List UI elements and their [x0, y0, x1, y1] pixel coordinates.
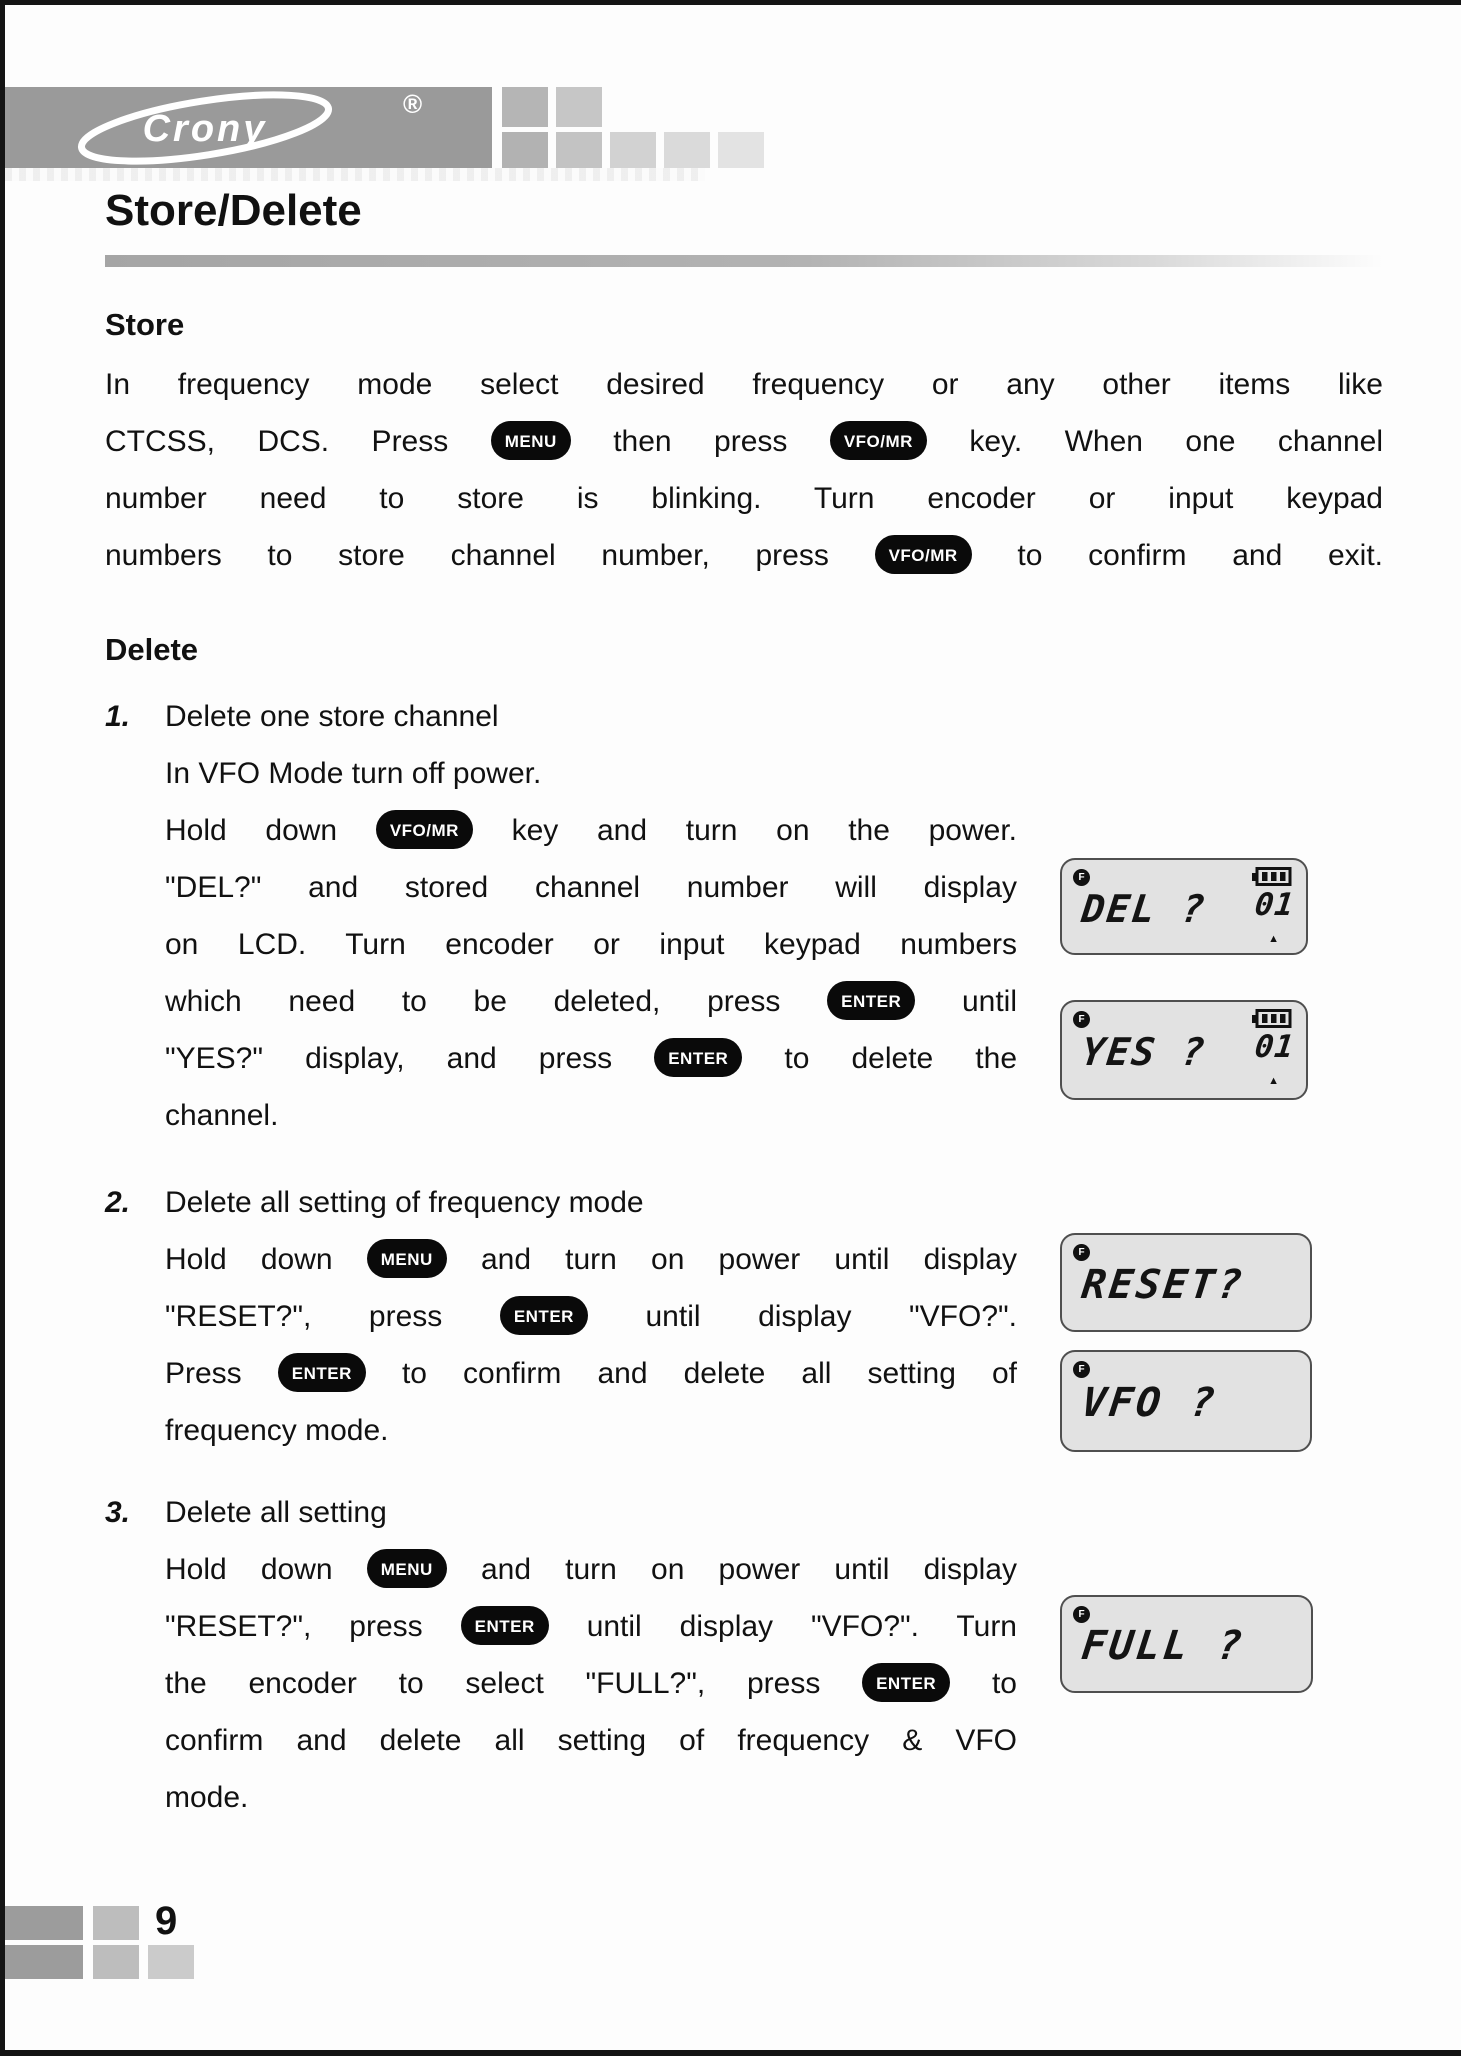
key-pill-menu: MENU [367, 1549, 447, 1588]
text-run: until display "VFO?". [587, 1300, 1017, 1333]
delete-item-1-text [165, 688, 1017, 1144]
text-line [165, 859, 1017, 916]
decor-square [556, 132, 602, 168]
lcd-display-reset [1060, 1233, 1312, 1332]
function-icon: F [1073, 1011, 1090, 1028]
lcd-display-full [1060, 1595, 1313, 1693]
function-icon: F [1073, 1361, 1090, 1378]
lcd-text: DEL ? [1079, 886, 1210, 931]
footer-decor-block [93, 1906, 139, 1940]
text-line [165, 973, 1017, 1030]
text-run: until display "VFO?". Turn [548, 1610, 1017, 1643]
delete-item-2 [105, 1174, 1017, 1459]
text-line [165, 1769, 1017, 1826]
delete-item-3 [105, 1484, 1017, 1826]
text-run: to confirm and exit. [971, 539, 1383, 572]
text-run: numbers to store channel number, press [105, 539, 875, 572]
footer-decor-block [93, 1945, 139, 1979]
text-line [105, 356, 1383, 413]
text-line [165, 1174, 1017, 1231]
key-pill-enter: ENTER [500, 1296, 588, 1335]
text-run: confirm and delete all setting of frequency & VFO [165, 1724, 1017, 1757]
decor-square [718, 132, 764, 168]
text-run: "DEL?" and stored channel number will display [165, 871, 1017, 904]
crony-logo [15, 91, 395, 165]
text-run: "RESET?", press [165, 1300, 500, 1333]
text-line [105, 470, 1383, 527]
text-run: Delete all setting of frequency mode [165, 1186, 644, 1219]
text-run: Delete one store channel [165, 700, 499, 733]
text-line [165, 1030, 1017, 1087]
list-number: 1. [105, 700, 131, 733]
text-run: mode. [165, 1781, 249, 1814]
key-pill-vfo-mr: VFO/MR [830, 421, 927, 460]
header-brand-bar [5, 87, 492, 168]
text-run: which need to be deleted, press [165, 985, 828, 1018]
key-pill-enter: ENTER [654, 1038, 742, 1077]
text-run: In frequency mode select desired frequency or any other items like [105, 368, 1383, 401]
key-pill-vfo-mr: VFO/MR [875, 535, 972, 574]
text-line [165, 1541, 1017, 1598]
text-line [165, 1712, 1017, 1769]
cursor-triangle-icon: ▲ [1268, 1075, 1279, 1087]
key-pill-enter: ENTER [461, 1606, 549, 1645]
text-run: to confirm and delete all setting of [365, 1357, 1017, 1390]
text-line [165, 1484, 1017, 1541]
decor-square [610, 132, 656, 168]
lcd-display-yes [1060, 1000, 1308, 1100]
text-run: Hold down [165, 1553, 367, 1586]
text-run: In VFO Mode turn off power. [165, 757, 542, 790]
decor-square [502, 87, 548, 127]
section-heading-store: Store [105, 307, 185, 342]
lcd-text: RESET? [1079, 1261, 1248, 1308]
store-paragraph [105, 356, 1383, 584]
lcd-display-del [1060, 858, 1308, 955]
list-number: 3. [105, 1496, 131, 1529]
function-icon: F [1073, 1606, 1090, 1623]
lcd-channel-number: 01 [1252, 1029, 1297, 1065]
key-pill-vfo-mr: VFO/MR [376, 810, 473, 849]
text-run: number need to store is blinking. Turn encoder or input keypad [105, 482, 1383, 515]
footer-decor-block [148, 1945, 194, 1979]
text-run: "RESET?", press [165, 1610, 461, 1643]
text-run: and turn on power until display [446, 1243, 1017, 1276]
text-line [165, 802, 1017, 859]
footer-decor-block [5, 1945, 83, 1979]
text-line [165, 1345, 1017, 1402]
text-run: Delete all setting [165, 1496, 387, 1529]
text-line [165, 745, 1017, 802]
list-number: 2. [105, 1186, 131, 1219]
registered-trademark-icon: ® [403, 89, 423, 119]
text-run: and turn on power until display [446, 1553, 1017, 1586]
delete-item-2-text [165, 1174, 1017, 1459]
lcd-text: YES ? [1079, 1029, 1210, 1074]
text-run: Press [165, 1357, 278, 1390]
function-icon: F [1073, 1244, 1090, 1261]
key-pill-enter: ENTER [278, 1353, 366, 1392]
decor-square [502, 132, 548, 168]
text-run: "YES?" display, and press [165, 1042, 655, 1075]
text-line [165, 916, 1017, 973]
text-line [165, 1087, 1017, 1144]
cursor-triangle-icon: ▲ [1268, 933, 1279, 945]
lcd-text: FULL ? [1079, 1622, 1248, 1669]
text-run: channel. [165, 1099, 279, 1132]
section-heading-delete: Delete [105, 632, 199, 667]
text-run: Hold down [165, 1243, 367, 1276]
logo-text: Crony [142, 108, 268, 150]
text-line [165, 1288, 1017, 1345]
page-number: 9 [155, 1899, 178, 1943]
header-texture-band [5, 168, 705, 181]
lcd-display-vfo [1060, 1350, 1312, 1452]
text-run: frequency mode. [165, 1414, 389, 1447]
text-run: until [915, 985, 1017, 1018]
key-pill-menu: MENU [491, 421, 571, 460]
key-pill-enter: ENTER [827, 981, 915, 1020]
text-run: key and turn on the power. [472, 814, 1017, 847]
title-underline-rule [105, 255, 1383, 267]
lcd-channel-number: 01 [1252, 887, 1297, 923]
text-run: on LCD. Turn encoder or input keypad numbers [165, 928, 1017, 961]
key-pill-menu: MENU [367, 1239, 447, 1278]
decor-square [664, 132, 710, 168]
text-run: to delete the [742, 1042, 1017, 1075]
text-run: to [950, 1667, 1017, 1700]
function-icon: F [1073, 869, 1090, 886]
key-pill-enter: ENTER [862, 1663, 950, 1702]
decor-square [556, 87, 602, 127]
text-run: CTCSS, DCS. Press [105, 425, 491, 458]
text-line [165, 1402, 1017, 1459]
text-run: key. When one channel [926, 425, 1383, 458]
text-run: the encoder to select "FULL?", press [165, 1667, 863, 1700]
text-line [105, 527, 1383, 584]
text-line [105, 413, 1383, 470]
text-line [165, 688, 1017, 745]
text-line [165, 1598, 1017, 1655]
footer-decor-block [5, 1906, 83, 1940]
page-title: Store/Delete [105, 186, 362, 235]
text-line [165, 1655, 1017, 1712]
delete-item-3-text [165, 1484, 1017, 1826]
delete-item-1 [105, 688, 1017, 1144]
text-run: then press [570, 425, 830, 458]
lcd-text: VFO ? [1079, 1379, 1221, 1426]
text-run: Hold down [165, 814, 376, 847]
text-line [165, 1231, 1017, 1288]
